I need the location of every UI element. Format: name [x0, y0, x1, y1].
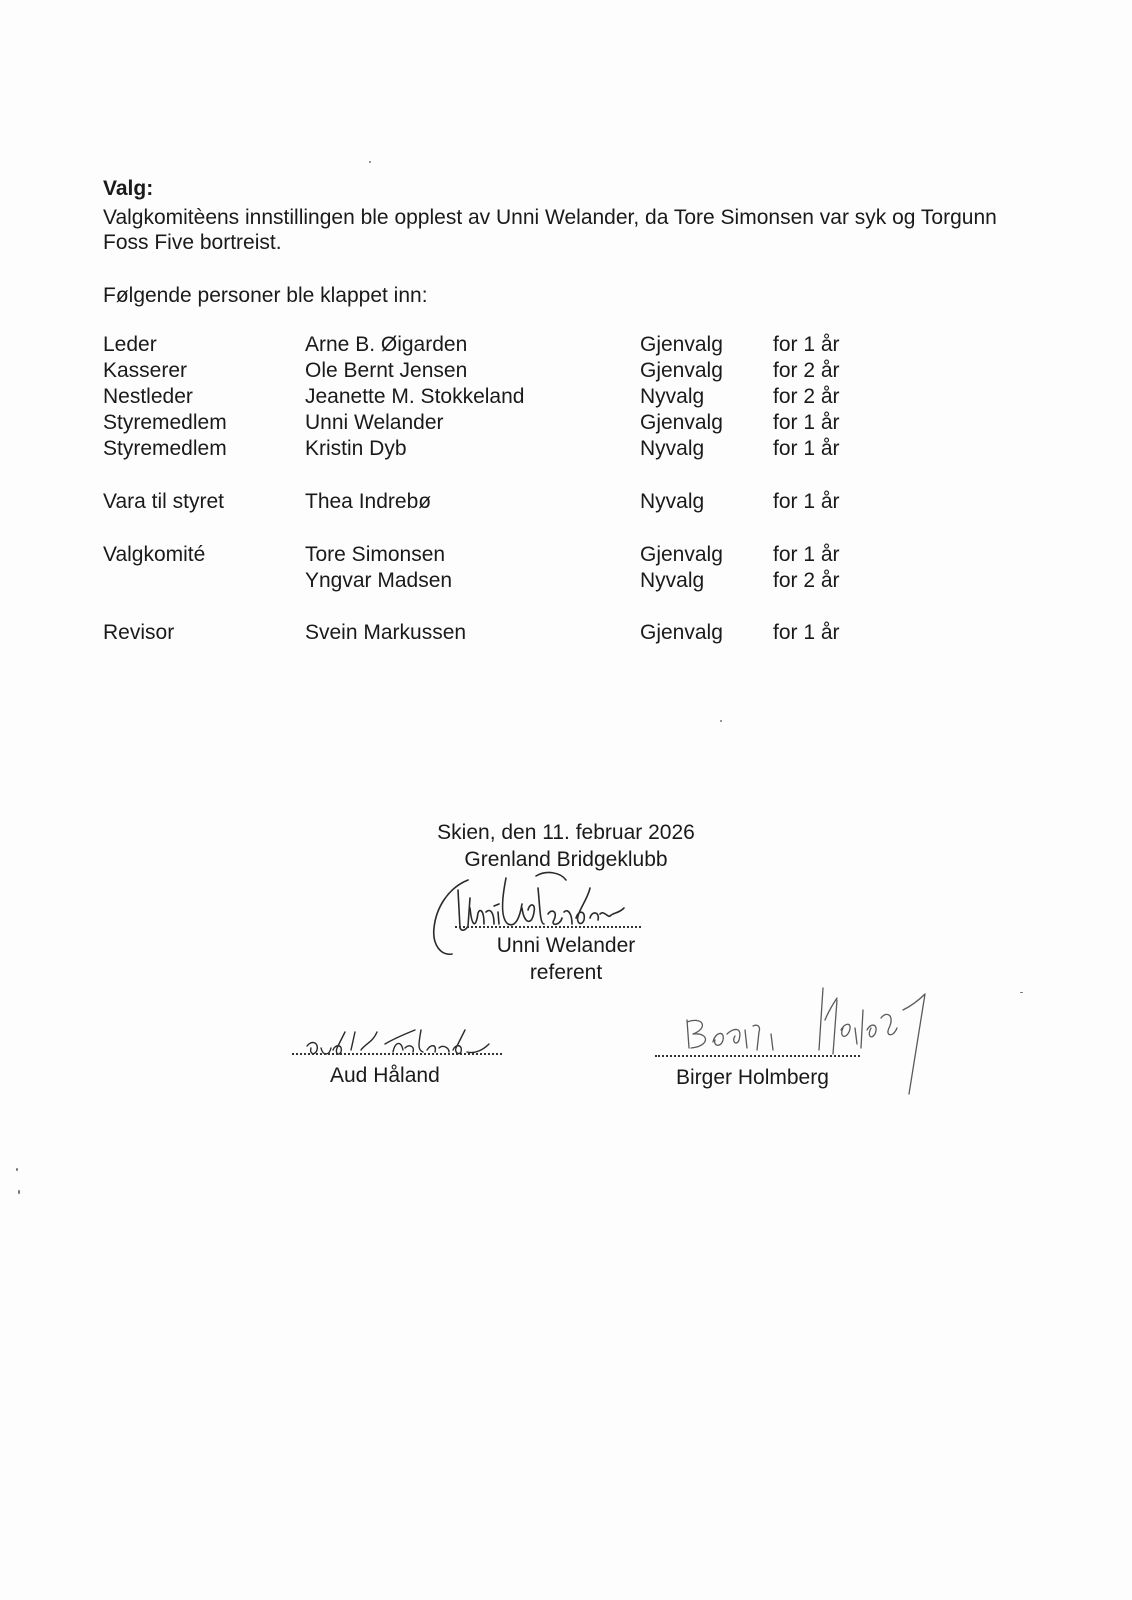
term-cell: for 1 år	[773, 437, 840, 460]
name-cell: Arne B. Øigarden	[305, 333, 468, 356]
election-type-cell: Nyvalg	[640, 437, 705, 460]
place-date: Skien, den 11. februar 2026	[437, 821, 695, 844]
left-signature-line	[292, 1053, 502, 1055]
election-type-cell: Gjenvalg	[640, 359, 723, 382]
name-cell: Ole Bernt Jensen	[305, 359, 468, 382]
name-cell: Yngvar Madsen	[305, 569, 453, 592]
term-cell: for 2 år	[773, 569, 840, 592]
term-cell: for 1 år	[773, 621, 840, 644]
term-cell: for 1 år	[773, 490, 840, 513]
role-cell: Styremedlem	[103, 411, 227, 434]
name-cell: Kristin Dyb	[305, 437, 407, 460]
election-type-cell: Nyvalg	[640, 569, 705, 592]
right-signatory-name: Birger Holmberg	[676, 1066, 829, 1089]
term-cell: for 1 år	[773, 333, 840, 356]
right-signature-line	[655, 1055, 860, 1057]
section-heading: Valg:	[103, 177, 154, 200]
scan-speck	[720, 720, 722, 722]
scan-speck	[1020, 992, 1023, 993]
table-row	[0, 621, 1132, 647]
intro-paragraph: Valgkomitèens innstillingen ble opplest av Unni Welander, da Tore Simonsen var syk og Torgunn Foss Five bortreist.	[103, 206, 997, 254]
table-row	[0, 490, 1132, 516]
table-row	[0, 411, 1132, 437]
name-cell: Svein Markussen	[305, 621, 467, 644]
lead-sentence: Følgende personer ble klappet inn:	[103, 284, 428, 307]
table-row	[0, 359, 1132, 385]
election-type-cell: Gjenvalg	[640, 411, 723, 434]
election-type-cell: Gjenvalg	[640, 621, 723, 644]
name-cell: Unni Welander	[305, 411, 444, 434]
table-row	[0, 569, 1132, 595]
left-signatory-name: Aud Håland	[330, 1064, 440, 1087]
election-type-cell: Nyvalg	[640, 385, 705, 408]
role-cell: Leder	[103, 333, 157, 356]
role-cell: Valgkomité	[103, 543, 206, 566]
table-row	[0, 333, 1132, 359]
role-cell: Nestleder	[103, 385, 193, 408]
club-name: Grenland Bridgeklubb	[464, 848, 668, 871]
election-type-cell: Gjenvalg	[640, 333, 723, 356]
term-cell: for 1 år	[773, 543, 840, 566]
scan-speck	[16, 1168, 18, 1171]
term-cell: for 2 år	[773, 359, 840, 382]
election-type-cell: Nyvalg	[640, 490, 705, 513]
role-cell: Styremedlem	[103, 437, 227, 460]
name-cell: Tore Simonsen	[305, 543, 446, 566]
role-cell: Revisor	[103, 621, 175, 644]
name-cell: Thea Indrebø	[305, 490, 432, 513]
term-cell: for 2 år	[773, 385, 840, 408]
term-cell: for 1 år	[773, 411, 840, 434]
name-cell: Jeanette M. Stokkeland	[305, 385, 525, 408]
referent-signature-line	[455, 926, 641, 928]
table-row	[0, 543, 1132, 569]
table-row	[0, 437, 1132, 463]
referent-role: referent	[529, 961, 603, 984]
referent-name: Unni Welander	[496, 934, 636, 957]
election-type-cell: Gjenvalg	[640, 543, 723, 566]
role-cell: Kasserer	[103, 359, 188, 382]
scan-speck	[18, 1190, 20, 1194]
scan-speck	[369, 161, 371, 163]
left-signature	[285, 1022, 525, 1067]
role-cell: Vara til styret	[103, 490, 224, 513]
table-row	[0, 385, 1132, 411]
